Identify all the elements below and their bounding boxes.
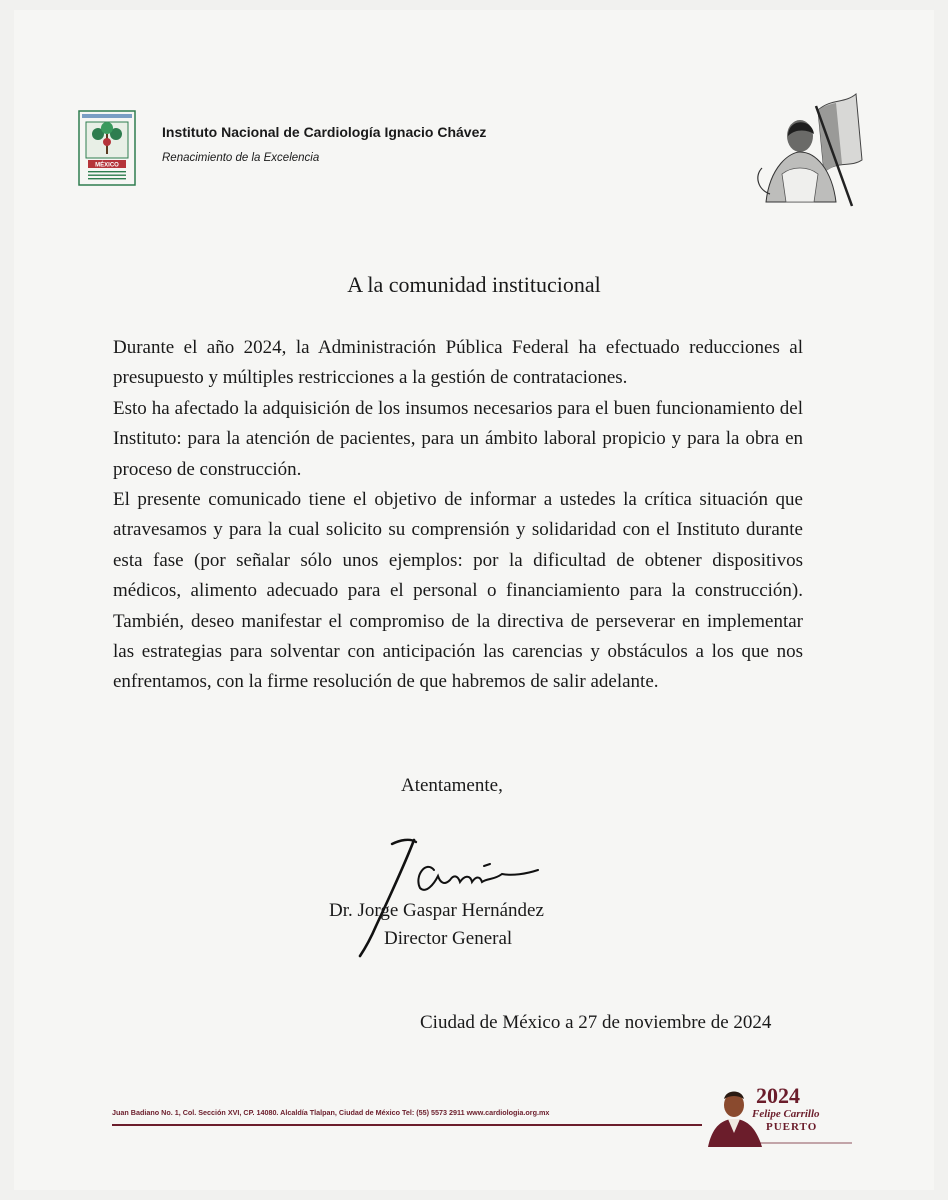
paragraph-budget: Durante el año 2024, la Administración Pública Federal ha efectuado reducciones al presupuesto y múltiples restricciones a la gestión de contrataciones. — [113, 337, 803, 389]
signer-name: Dr. Jorge Gaspar Hernández — [329, 900, 544, 921]
emblem-year: 2024 — [756, 1083, 800, 1108]
footer-address: Juan Badiano No. 1, Col. Sección XVI, CP. 14080. Alcaldía Tlalpan, Ciudad de México Tel: (55) 5573 2911 www.cardiologia.org.mx — [112, 1108, 550, 1117]
institute-logo-icon — [78, 110, 136, 186]
signer-title: Director General — [384, 928, 513, 949]
institution-motto: Renacimiento de la Excelencia — [162, 152, 320, 164]
paragraph-purpose: El presente comunicado tiene el objetivo de informar a ustedes la crítica situación que atravesamos y para la cual solicito su comprensión y solidaridad con el Instituto durante esta fase (por señalar sólo unos ejemplos: por la dificultad de obtener dispositivos médicos, alimento adecuado para el personal o financiamiento para la construcción). También, deseo manifestar el compromiso de la directiva de perseverar en implementar las estrategias para solventar con anticipación las carencias y obstáculos a los que nos enfrentamos, con la firme resolución de que habremos de salir adelante. — [113, 489, 803, 693]
logo-country-text: MÉXICO — [95, 162, 119, 169]
paragraph-impact: Esto ha afectado la adquisición de los insumos necesarios para el buen funcionamiento del Instituto: para la atención de pacientes, para un ámbito laboral propicio y para la obra en proceso de construcción. — [113, 397, 803, 480]
closing-salutation: Atentamente, — [401, 775, 503, 796]
emblem-name-line1: Felipe Carrillo — [752, 1108, 820, 1120]
heritage-emblem-icon — [752, 90, 868, 208]
letter-body — [113, 333, 803, 698]
institution-name: Instituto Nacional de Cardiología Ignacio Chávez — [162, 124, 487, 140]
emblem-name-line2: PUERTO — [766, 1121, 818, 1133]
footer-divider — [112, 1124, 702, 1126]
letter-title: A la comunidad institucional — [347, 272, 601, 297]
place-and-date: Ciudad de México a 27 de noviembre de 2024 — [420, 1012, 772, 1033]
